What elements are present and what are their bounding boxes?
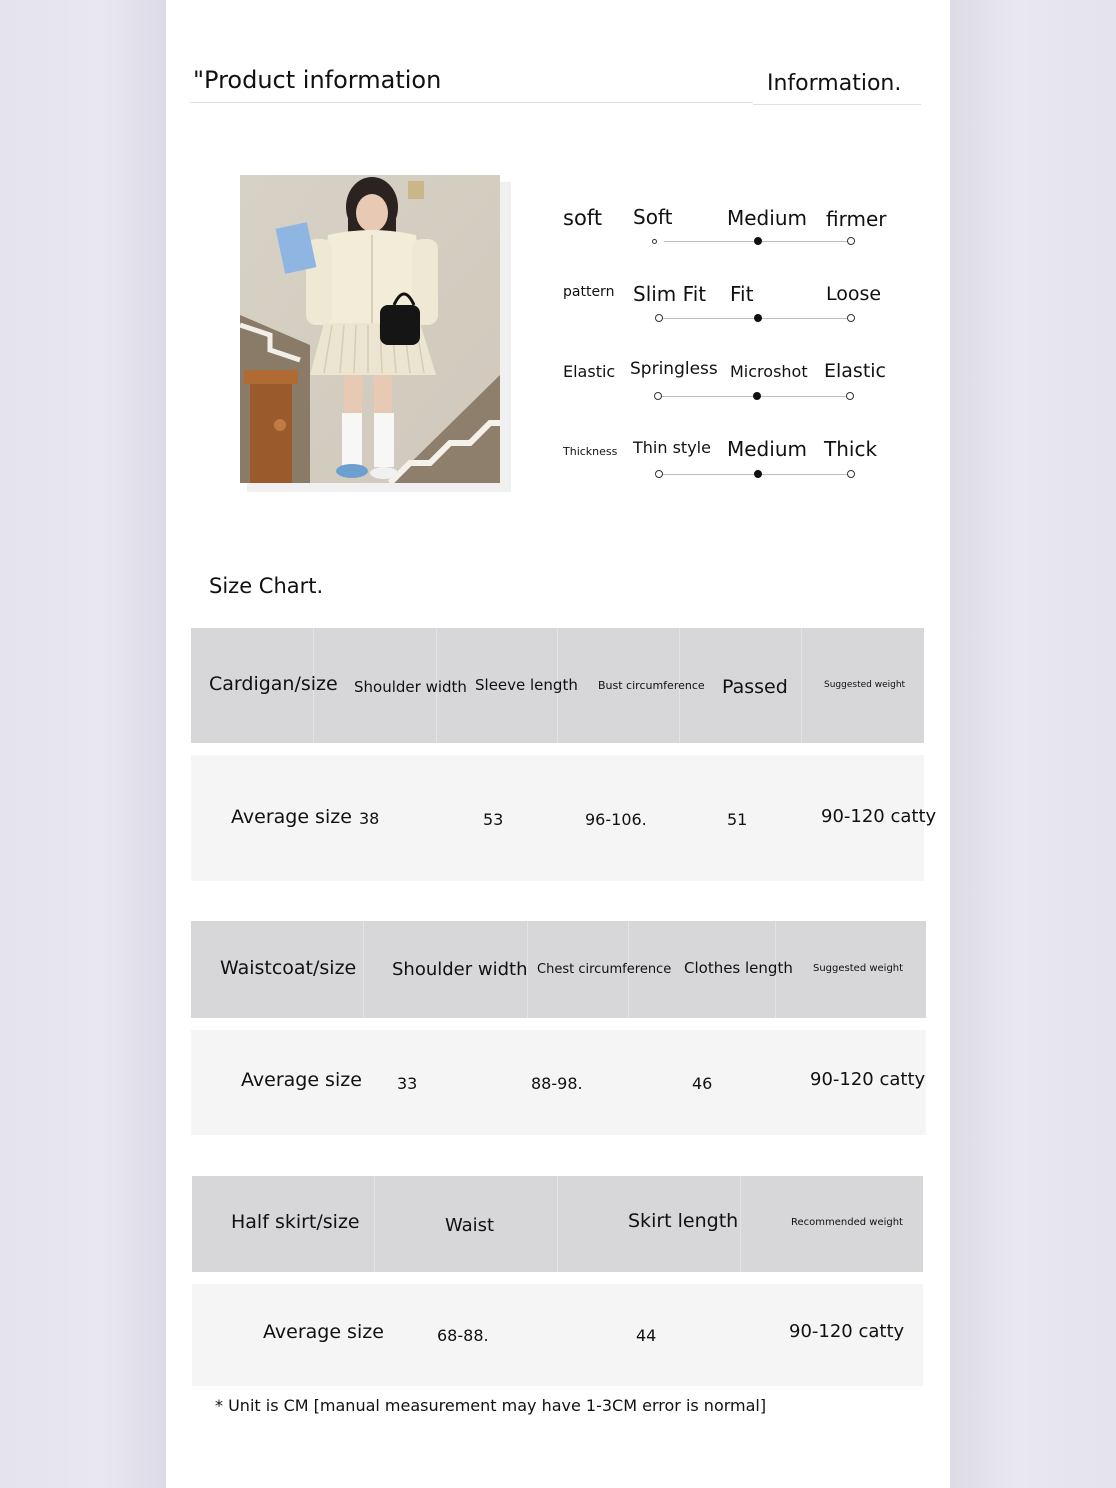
waistcoat-header-chest-circumference: Chest circumference [537,962,672,977]
elastic-option-springless: Springless [630,359,718,379]
title-underline-right [753,104,921,105]
elastic-dot-microshot-selected [753,392,761,400]
cardigan-header-divider [801,628,802,743]
attr-label-thickness: Thickness [563,445,618,458]
waistcoat-header-shoulder-width: Shoulder width [392,959,528,980]
pattern-option-loose: Loose [826,283,882,305]
waistcoat-cell-chest-circumference: 88-98. [531,1074,583,1093]
cardigan-cell-shoulder-width: 38 [359,809,380,828]
thickness-option-thick: Thick [824,437,878,461]
elastic-option-elastic: Elastic [824,360,887,382]
pattern-option-slim-fit: Slim Fit [633,282,707,306]
thickness-dot-thin-style [655,470,663,478]
thickness-dot-medium-selected [754,470,762,478]
thickness-option-thin-style: Thin style [633,438,711,457]
product-photo-illustration [240,175,500,483]
waistcoat-header-suggested-weight: Suggested weight [813,963,904,974]
right-background-margin [950,0,1116,1488]
waistcoat-cell-shoulder-width: 33 [397,1074,418,1093]
waistcoat-header-clothes-length: Clothes length [684,959,793,977]
softness-option-soft: Soft [633,205,673,229]
waistcoat-header-divider [363,921,364,1018]
skirt-cell-size: Average size [263,1321,384,1343]
thickness-option-medium: Medium [727,437,807,461]
softness-option-medium: Medium [727,206,807,230]
attr-label-elastic: Elastic [563,362,616,381]
cardigan-header-size: Cardigan/size [209,673,338,695]
skirt-header-divider [557,1176,558,1272]
softness-dot-soft [652,239,657,244]
skirt-cell-waist: 68-88. [437,1326,489,1345]
pattern-dot-slim-fit [655,314,663,322]
product-photo [240,175,500,483]
cardigan-cell-size: Average size [231,806,352,828]
skirt-header-recommended-weight: Recommended weight [791,1217,903,1228]
product-information-title: "Product information [193,66,442,94]
attr-label-pattern: pattern [563,284,615,300]
waistcoat-header-size: Waistcoat/size [220,957,357,979]
unit-note: * Unit is CM [manual measurement may have 1-3CM error is normal] [215,1396,767,1415]
waistcoat-cell-size: Average size [241,1069,362,1091]
cardigan-cell-bust-circumference: 96-106. [585,810,647,829]
cardigan-header-suggested-weight: Suggested weight [824,680,906,690]
pattern-option-fit: Fit [730,282,754,306]
cardigan-cell-sleeve-length: 53 [483,810,504,829]
title-underline-left [190,102,753,103]
skirt-header-divider [740,1176,741,1272]
skirt-header-skirt-length: Skirt length [628,1210,739,1232]
softness-option-firmer: firmer [826,207,887,231]
cardigan-cell-passed: 51 [727,810,748,829]
skirt-cell-recommended-weight: 90-120 catty [789,1321,905,1342]
softness-dot-medium-selected [754,237,762,245]
pattern-dot-loose [847,314,855,322]
skirt-header-divider [374,1176,375,1272]
information-title: Information. [767,71,902,96]
skirt-cell-skirt-length: 44 [636,1326,657,1345]
elastic-option-microshot: Microshot [730,362,808,381]
skirt-header-waist: Waist [445,1215,495,1236]
elastic-dot-elastic [846,392,854,400]
elastic-dot-springless [654,392,662,400]
thickness-dot-thick [847,470,855,478]
skirt-header-size: Half skirt/size [231,1211,360,1233]
waistcoat-cell-clothes-length: 46 [692,1074,713,1093]
cardigan-header-bust-circumference: Bust circumference [598,679,705,692]
attr-label-softness: soft [563,206,603,230]
cardigan-header-shoulder-width: Shoulder width [354,678,467,696]
waistcoat-cell-suggested-weight: 90-120 catty [810,1069,926,1090]
cardigan-cell-suggested-weight: 90-120 catty [821,806,937,827]
cardigan-header-sleeve-length: Sleeve length [475,676,578,694]
pattern-dot-fit-selected [754,314,762,322]
cardigan-header-passed: Passed [722,676,788,698]
softness-dot-firmer [847,237,855,245]
left-background-margin [0,0,166,1488]
size-chart-title: Size Chart. [209,574,324,598]
